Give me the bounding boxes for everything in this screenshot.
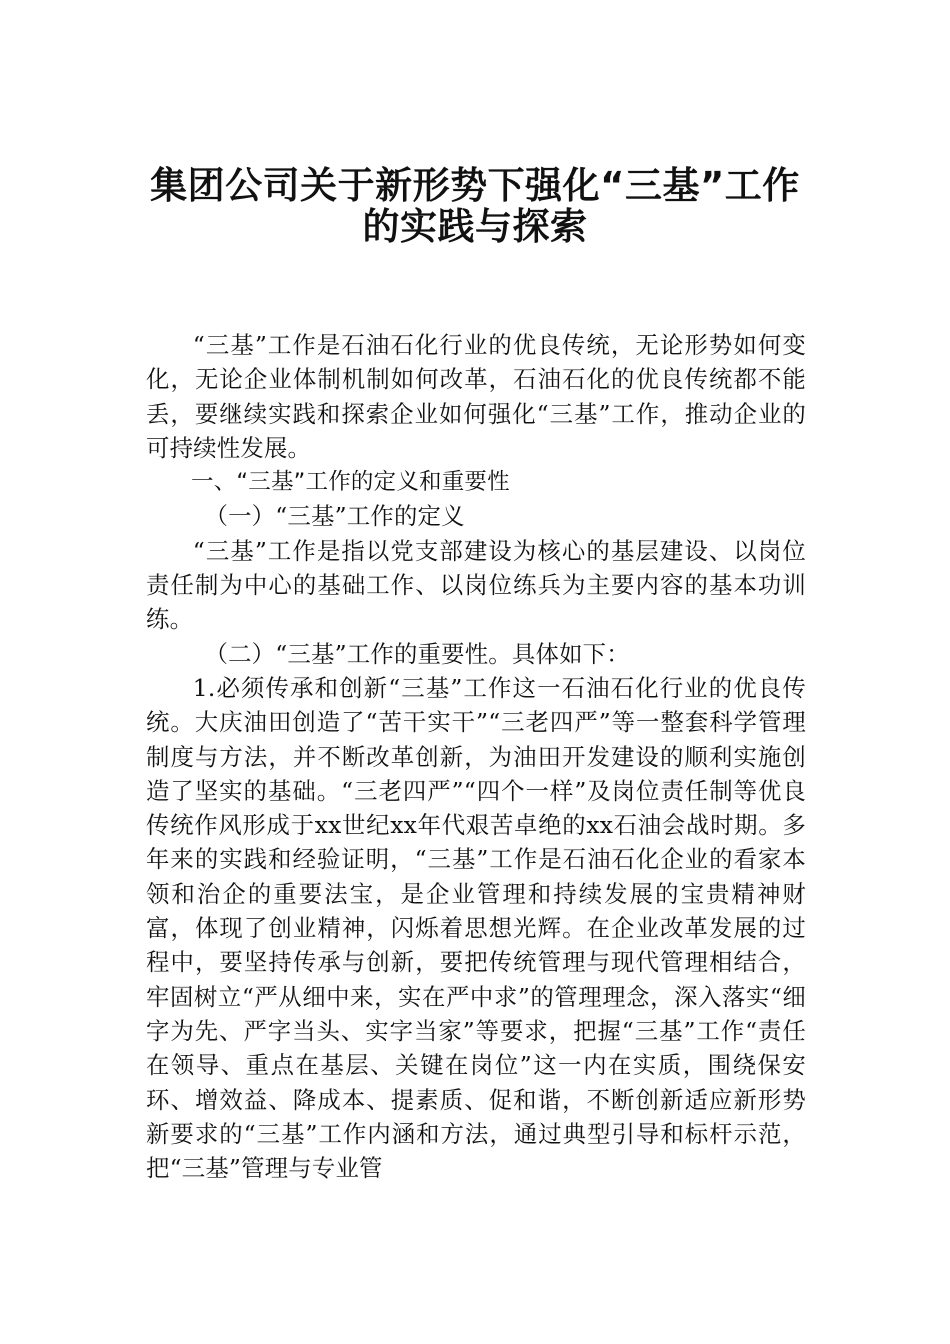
document-title-line-1: 集团公司关于新形势下强化“三基”工作 — [150, 164, 800, 207]
subsection-heading-1: （一）“三基”工作的定义 — [204, 502, 465, 531]
document-title-line-2: 的实践与探索 — [362, 205, 588, 248]
section-heading-1: 一、“三基”工作的定义和重要性 — [191, 469, 510, 496]
subsection-heading-2: （二）“三基”工作的重要性。具体如下： — [204, 639, 630, 668]
intro-paragraph: “三基”工作是石油石化行业的优良传统，无论形势如何变化，无论企业体制机制如何改革，石油石化的优良传统都不能丢，要继续实践和探索企业如何强化“三基”工作，推动企业的可持续性发展。 — [146, 331, 806, 462]
document-body — [146, 328, 806, 1185]
definition-paragraph: “三基”工作是指以党支部建设为核心的基层建设、以岗位责任制为中心的基础工作、以岗位练兵为主要内容的基本功训练。 — [146, 536, 806, 634]
importance-paragraph-1: 1.必须传承和创新“三基”工作这一石油石化行业的优良传统。大庆油田创造了“苦干实干”“三老四严”等一整套科学管理制度与方法，并不断改革创新，为油田开发建设的顺利实施创造了坚实的基础。“三老四严”“四个一样”及岗位责任制等优良传统作风形成于xx世纪xx年代艰苦卓绝的xx石油会战时期。多年来的实践和经验证明，“三基”工作是石油石化企业的看家本领和治企的重要法宝，是企业管理和持续发展的宝贵精神财富，体现了创业精神，闪烁着思想光辉。在企业改革发展的过程中，要坚持传承与创新，要把传统管理与现代管理相结合，牢固树立“严从细中来，实在严中求”的管理理念，深入落实“细字为先、严字当头、实字当家”等要求，把握“三基”工作“责任在领导、重点在基层、关键在岗位”这一内在实质，围绕保安环、增效益、降成本、提素质、促和谐，不断创新适应新形势新要求的“三基”工作内涵和方法，通过典型引导和标杆示范，把“三基”管理与专业管 — [146, 673, 806, 1183]
